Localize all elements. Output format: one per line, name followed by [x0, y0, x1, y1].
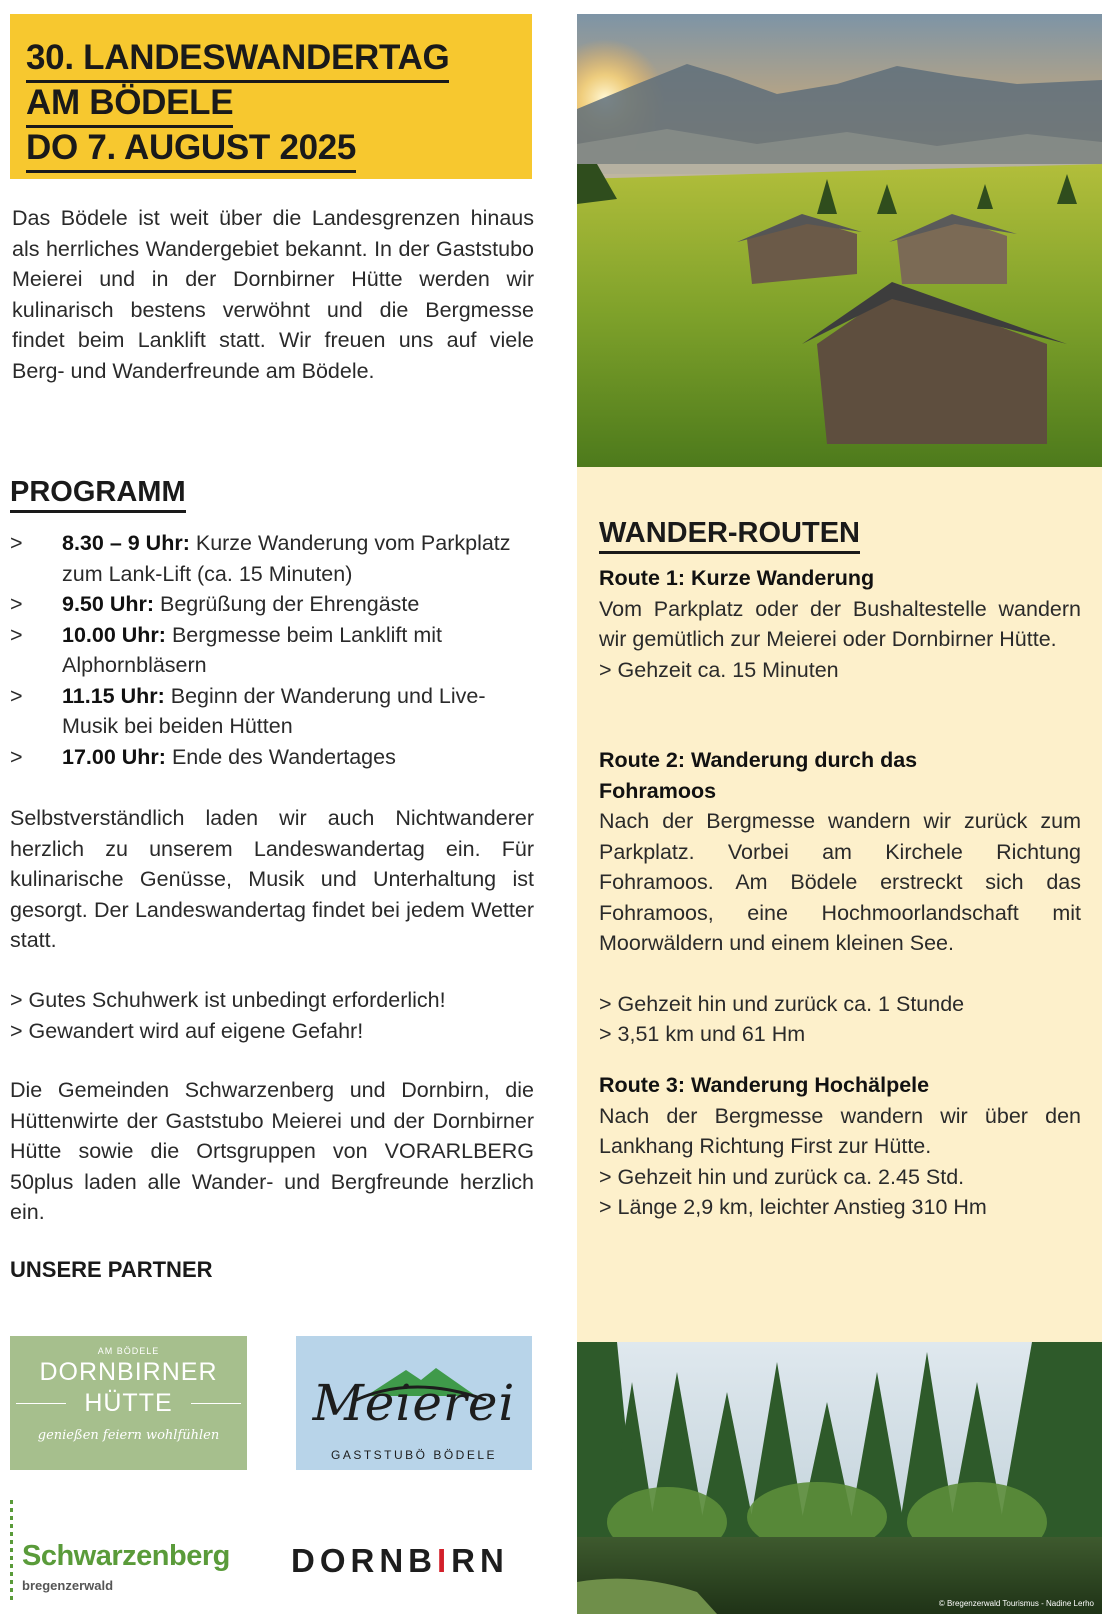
dh-line2: HÜTTE: [66, 1388, 190, 1418]
dornbirner-huette-logo: [10, 1336, 247, 1470]
programm-time: 9.50 Uhr:: [62, 592, 155, 616]
route-title: Route 3: Wanderung Hochälpele: [599, 1073, 930, 1097]
partner-heading: UNSERE PARTNER: [10, 1257, 213, 1282]
meierei-logo: [296, 1336, 532, 1470]
note-line: > Gewandert wird auf eigene Gefahr!: [10, 1018, 364, 1043]
title-box: [10, 14, 532, 179]
title-line-2: AM BÖDELE: [26, 81, 233, 128]
dornbirn-part2: I: [437, 1542, 452, 1579]
programm-text: Beginn der Wanderung und Live-Musik bei beiden Hütten: [62, 683, 486, 738]
programm-item: [10, 681, 540, 742]
paragraph-gemeinden: Die Gemeinden Schwarzenberg und Dornbirn, die Hüttenwirte der Gaststubo Meierei und der Dornbirner Hütte sowie die Ortsgruppen von VORARLBERG 50plus laden alle Wander- und Bergfreunde herzlich ein.: [10, 1078, 534, 1224]
route-detail: > 3,51 km und 61 Hm: [599, 1022, 806, 1046]
paragraph-nichtwanderer: Selbstverständlich laden wir auch Nichtwanderer herzlich zu unserem Landeswandertag ein. Für kulinarische Genüsse, Musik und Unterhaltung ist gesorgt. Der Landeswandertag findet bei jedem Wetter statt.: [10, 806, 534, 952]
right-column: [577, 14, 1102, 1614]
dotted-bar: [10, 1500, 13, 1600]
route-text: Nach der Bergmesse wandern wir zurück zum Parkplatz. Vorbei am Kirchele Richtung Fohramoos. Am Bödele erstreckt sich das Fohramoos, eine Hochmoorlandschaft mit Moorwäldern und einem kleinen See.: [599, 809, 1081, 955]
programm-item: [10, 528, 540, 589]
dh-small: AM BÖDELE: [97, 1346, 160, 1356]
notes: [10, 985, 534, 1046]
programm-time: 8.30 – 9 Uhr:: [62, 531, 190, 555]
arrow-marker: >: [10, 683, 23, 708]
route-text: Vom Parkplatz oder der Bushaltestelle wandern wir gemütlich zur Meierei oder Dornbirner Hütte.: [599, 596, 1081, 651]
note-line: > Gutes Schuhwerk ist unbedingt erforderlich!: [10, 988, 446, 1012]
route-detail: > Länge 2,9 km, leichter Anstieg 310 Hm: [599, 1195, 987, 1219]
alpine-meadow-illustration: [577, 14, 1102, 467]
arrow-marker: >: [10, 592, 23, 616]
programm-item: [10, 589, 540, 620]
route-2: [599, 745, 1081, 1050]
route-detail: > Gehzeit hin und zurück ca. 1 Stunde: [599, 991, 965, 1016]
programm-time: 10.00 Uhr:: [62, 622, 166, 647]
route-detail: > Gehzeit hin und zurück ca. 2.45 Std.: [599, 1164, 965, 1189]
route-title: Route 1: Kurze Wanderung: [599, 566, 875, 590]
route-text: Nach der Bergmesse wandern wir über den Lankhang Richtung First zur Hütte.: [599, 1103, 1081, 1158]
title-line-3: DO 7. AUGUST 2025: [26, 126, 356, 173]
title-line-1: 30. LANDESWANDERTAG: [26, 36, 449, 83]
forest-lake-illustration: [577, 1342, 1102, 1614]
meierei-word: Meierei: [312, 1374, 516, 1432]
programm-time: 11.15 Uhr:: [62, 683, 165, 708]
meierei-sub: GASTSTUBÖ BÖDELE: [330, 1448, 498, 1462]
programm-heading: PROGRAMM: [10, 474, 186, 513]
dornbirn-part3: RN: [451, 1542, 509, 1579]
route-3: [599, 1070, 1081, 1223]
dornbirn-logo: [291, 1542, 509, 1580]
arrow-marker: >: [10, 744, 23, 769]
alpine-meadow-photo: [577, 14, 1102, 467]
intro-paragraph: Das Bödele ist weit über die Landesgrenzen hinaus als herrliches Wandergebiet bekannt. In der Gaststubo Meierei und in der Dornbirner Hütte werden wir kulinarisch bestens verwöhnt und die Bergmesse findet beim Lanklift statt. Wir freuen uns auf viele Berg- und Wanderfreunde am Bödele.: [12, 206, 534, 383]
dh-tagline: genießen feiern wohlfühlen: [37, 1428, 220, 1443]
routes-heading: WANDER-ROUTEN: [599, 515, 860, 554]
programm-item: [10, 742, 540, 773]
schwarzenberg-logo: [10, 1500, 260, 1600]
programm-text: Kurze Wanderung vom Parkplatz zum Lank-Lift (ca. 15 Minuten): [62, 531, 511, 586]
routes-heading-wrap: [599, 515, 860, 554]
route-title: Route 2: Wanderung durch das Fohramoos: [599, 748, 918, 803]
arrow-marker: >: [10, 622, 23, 647]
dh-line1: DORNBIRNER: [39, 1358, 218, 1386]
arrow-marker: >: [10, 531, 23, 555]
programm-text: Begrüßung der Ehrengäste: [154, 592, 420, 616]
forest-lake-photo: [577, 1342, 1102, 1614]
route-1: [599, 563, 1081, 685]
programm-text: Ende des Wandertages: [165, 744, 396, 769]
programm-text: Bergmesse beim Lanklift mit Alphornbläsern: [62, 622, 442, 677]
route-detail: > Gehzeit ca. 15 Minuten: [599, 657, 839, 682]
programm-item: [10, 620, 540, 681]
dornbirn-part1: DORNB: [291, 1542, 437, 1579]
programm-heading-wrap: [10, 474, 186, 513]
routes-box: [577, 467, 1102, 1342]
programm-list: [10, 528, 540, 772]
schwarzenberg-word: Schwarzenberg: [22, 1540, 230, 1572]
schwarzenberg-sub: bregenzerwald: [22, 1578, 114, 1593]
photo-credit: © Bregenzerwald Tourismus - Nadine Lerho: [938, 1599, 1094, 1608]
programm-time: 17.00 Uhr:: [62, 744, 166, 769]
left-column: [0, 0, 545, 1618]
